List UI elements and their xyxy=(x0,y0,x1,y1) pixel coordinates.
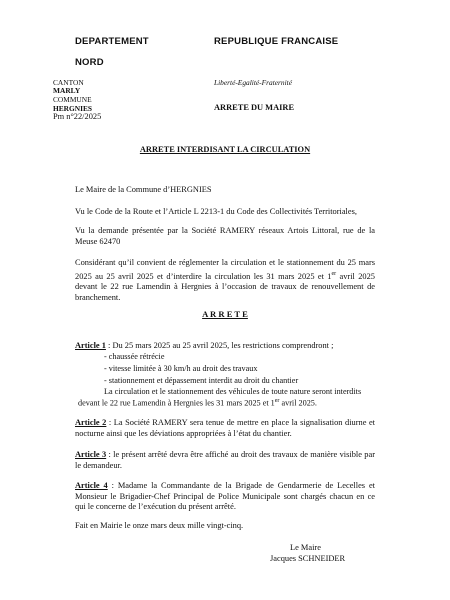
article-2-label: Article 2 xyxy=(75,418,107,427)
list-item: - chaussée rétrécie xyxy=(104,352,165,361)
article-1 xyxy=(75,340,333,351)
departement-label: DEPARTEMENT xyxy=(75,36,149,47)
republique-label: REPUBLIQUE FRANCAISE xyxy=(214,36,339,47)
signature-name: Jacques SCHNEIDER xyxy=(270,554,346,563)
nord-label: NORD xyxy=(75,57,104,68)
article-1-para2-end: avril 2025. xyxy=(279,398,317,408)
article-1-para1: La circulation et le stationnement des véhicules de toute nature seront interdits xyxy=(104,387,362,396)
vu-code-route: Vu le Code de la Route et l’Article L 2213-1 du Code des Collectivités Territoriales, xyxy=(75,207,357,216)
article-3-label: Article 3 xyxy=(75,450,107,459)
arrete-reference: Pm n°22/2025 xyxy=(53,112,102,121)
considerant-text-end: avril 2025 devant le 22 rue Lamendin à Hergnies à l’occasion de travaux de renouvellement de branchement. xyxy=(75,271,375,302)
article-4-text: : Madame la Commandante de la Brigade de Gendarmerie de Lecelles et Monsieur le Brigadier-Chef Principal de Police Municipale sont chargés chacun en ce qui le concerne de l’exécution du présent arrêté. xyxy=(75,481,375,512)
document-title: ARRETE INTERDISANT LA CIRCULATION xyxy=(139,145,311,154)
vu-demande xyxy=(75,226,375,247)
article-3 xyxy=(75,450,375,471)
article-1-text: : Du 25 mars 2025 au 25 avril 2025, les restrictions comprendront ; xyxy=(105,341,334,350)
article-1-label: Article 1 xyxy=(75,341,106,350)
arrete-heading: A R R E T E xyxy=(202,309,248,319)
maire-line: Le Maire de la Commune d’HERGNIES xyxy=(75,185,212,194)
canton-label: CANTON xyxy=(53,78,84,87)
article-1-para2 xyxy=(78,398,317,408)
article-3-text: : le présent arrêté devra être affiché au droit des travaux de manière visible par le demandeur. xyxy=(75,450,375,470)
list-item: - vitesse limitée à 30 km/h au droit des travaux xyxy=(104,364,258,373)
arrete-du-maire-label: ARRETE DU MAIRE xyxy=(214,103,295,112)
article-2-text: : La Société RAMERY sera tenue de mettre en place la signalisation diurne et nocturne ainsi que les déviations appropriées à l’état du chantier. xyxy=(75,418,375,438)
article-4-label: Article 4 xyxy=(75,481,108,490)
devise: Liberté-Egalité-Fraternité xyxy=(214,78,292,87)
canton-name: MARLY xyxy=(53,86,81,95)
considerant xyxy=(75,258,375,303)
fait-en-mairie: Fait en Mairie le onze mars deux mille vingt-cinq. xyxy=(75,521,244,530)
considerant-sup: er xyxy=(331,270,337,277)
commune-label: COMMUNE xyxy=(53,95,92,104)
list-item: - stationnement et dépassement interdit au droit du chantier xyxy=(104,376,299,385)
considerant-text: Considérant qu’il convient de réglementer la circulation et le stationnement du 25 mars 2025 au 25 avril 2025 et d’interdire la circulation les 31 mars 2025 et 1 xyxy=(75,258,375,281)
article-1-para2-text: devant le 22 rue Lamendin à Hergnies les 31 mars 2025 et 1 xyxy=(78,398,275,408)
signature-title: Le Maire xyxy=(290,543,321,552)
vu-demande-text: Vu la demande présentée par la Société RAMERY réseaux Artois Littoral, rue de la Meuse 62470 xyxy=(75,226,375,246)
article-4 xyxy=(75,481,375,513)
article-1-para2-sup: er xyxy=(274,398,280,404)
article-2 xyxy=(75,418,375,439)
commune-name: HERGNIES xyxy=(53,104,93,113)
